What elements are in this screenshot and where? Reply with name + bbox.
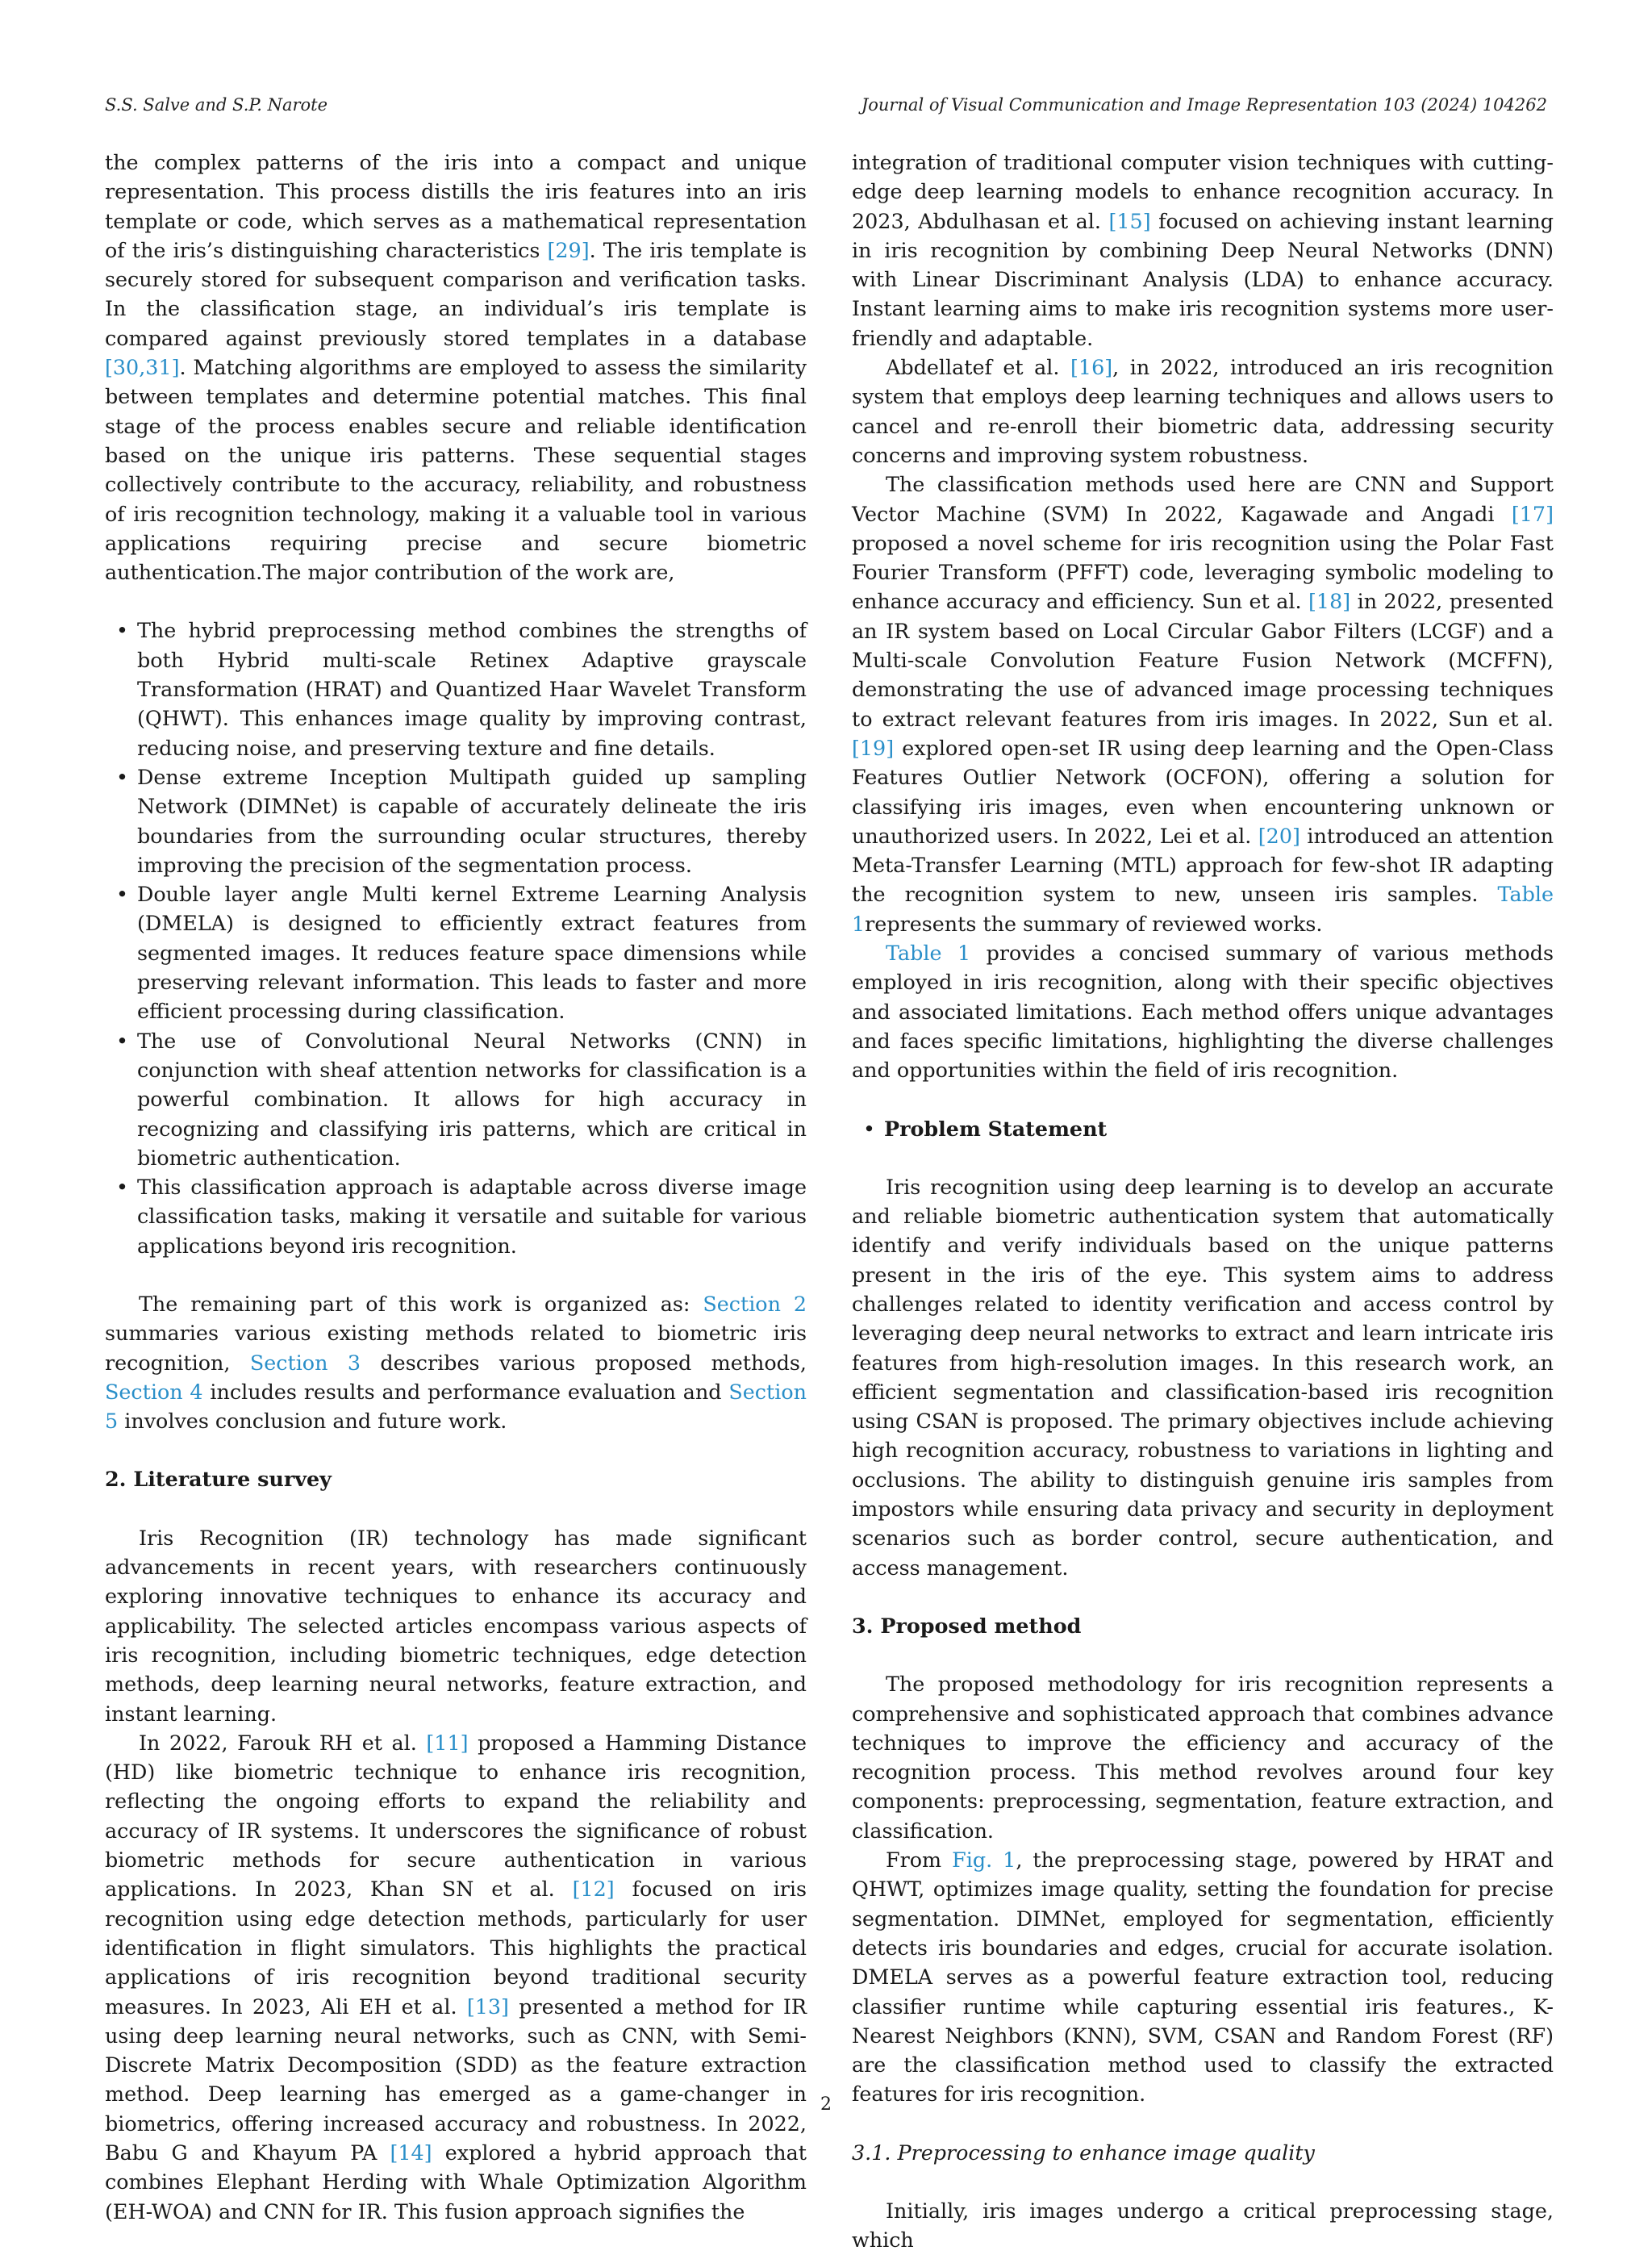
section-link[interactable]: Section 2 — [703, 1291, 807, 1316]
table-link[interactable]: Table 1 — [852, 882, 1554, 936]
contribution-item: • Double layer angle Multi kernel Extreme Learning Analysis (DMELA) is designed to efficiently extract features from segmented images. It reduces feature space dimensions while preserving relevant information. This leads to faster and more efficient processing during classification. — [137, 879, 807, 1025]
citation-link[interactable]: [11] — [426, 1730, 469, 1755]
citation-link[interactable]: [19] — [852, 735, 895, 760]
citation-link[interactable]: [15] — [1108, 208, 1151, 233]
citation-link[interactable]: [16] — [1070, 355, 1113, 380]
paragraph-literature-continued: integration of traditional computer vision techniques with cutting-edge deep learning models to enhance recognition accuracy. In 2023, Abdulhasan et al. [15] focused on achieving instant learning in iris recognition by combining Deep Neural Networks (DNN) with Linear Discriminant Analysis (LDA) to enhance accuracy. Instant learning aims to make iris recognition systems more user-friendly and adaptable. — [852, 150, 1554, 350]
running-header-authors: S.S. Salve and S.P. Narote — [105, 95, 328, 115]
section-heading-proposed-method: 3. Proposed method — [852, 1613, 1082, 1638]
contribution-item: • This classification approach is adaptable across diverse image classification tasks, making it versatile and suitable for various applications beyond iris recognition. — [137, 1172, 807, 1260]
paragraph-table-summary: Table 1 provides a concised summary of various methods employed in iris recognition, along with their specific objectives and associated limitations. Each method offers unique advantages and faces specific limitations, highlighting the diverse challenges and opportunities within the field of iris recognition. — [852, 941, 1554, 1083]
paragraph-abdellatef: Abdellatef et al. [16], in 2022, introduced an iris recognition system that employs deep learning techniques and allows users to cancel and re-enroll their biometric data, addressing security concerns and improving system robustness. — [852, 355, 1554, 467]
paragraph-proposed-stages: From Fig. 1, the preprocessing stage, powered by HRAT and QHWT, optimizes image quality, setting the foundation for precise segmentation. DIMNet, employed for segmentation, efficiently detects iris boundaries and edges, crucial for accurate isolation. DMELA serves as a powerful feature extraction tool, reducing classifier runtime while capturing essential iris features., K-Nearest Neighbors (KNN), SVM, CSAN and Random Forest (RF) are the classification method used to classify the extracted features for iris recognition. — [852, 1848, 1554, 2107]
paragraph-literature-review: In 2022, Farouk RH et al. [11] proposed a Hamming Distance (HD) like biometric technique to enhance iris recognition, reflecting the ongoing efforts to expand the reliability and accuracy of IR systems. It underscores the significance of robust biometric methods for secure authentication in various applications. In 2023, Khan SN et al. [12] focused on iris recognition using edge detection methods, particularly for user identification in flight simulators. This highlights the practical applications of iris recognition beyond traditional security measures. In 2023, Ali EH et al. [13] presented a method for IR using deep learning neural networks, such as CNN, with Semi-Discrete Matrix Decomposition (SDD) as the feature extraction method. Deep learning has emerged as a game-changer in biometrics, offering increased accuracy and robustness. In 2022, Babu G and Khayum PA [14] explored a hybrid approach that combines Elephant Herding with Whale Optimization Algorithm (EH-WOA) and CNN for IR. This fusion approach signifies the — [105, 1730, 807, 2224]
citation-link[interactable]: [17] — [1511, 501, 1554, 526]
paragraph-proposed-overview: The proposed methodology for iris recognition represents a comprehensive and sophisticated approach that combines advance techniques to improve the efficiency and accuracy of the recognition process. This method revolves around four key components: preprocessing, segmentation, feature extraction, and classification. — [852, 1672, 1554, 1843]
paragraph-classification-methods: The classification methods used here are CNN and Support Vector Machine (SVM) In 2022, Kagawade and Angadi [17] proposed a novel scheme for iris recognition using the Polar Fast Fourier Transform (PFFT) code, leveraging symbolic modeling to enhance accuracy and efficiency. Sun et al. [18] in 2022, presented an IR system based on Local Circular Gabor Filters (LCGF) and a Multi-scale Convolution Feature Fusion Network (MCFFN), demonstrating the use of advanced image processing techniques to extract relevant features from iris images. In 2022, Sun et al. [19] explored open-set IR using deep learning and the Open-Class Features Outlier Network (OCFON), offering a solution for classifying iris images, even when encountering unknown or unauthorized users. In 2022, Lei et al. [20] introduced an attention Meta-Transfer Learning (MTL) approach for few-shot IR adapting the recognition system to new, unseen iris samples. Table 1represents the summary of reviewed works. — [852, 472, 1554, 936]
citation-link[interactable]: [18] — [1308, 589, 1351, 614]
contribution-item: • Dense extreme Inception Multipath guided up sampling Network (DIMNet) is capable of accurately delineate the iris boundaries from the surrounding ocular structures, thereby improving the precision of the segmentation process. — [137, 762, 807, 879]
subsection-heading-preprocessing: 3.1. Preprocessing to enhance image quality — [852, 2140, 1315, 2165]
section-heading-literature-survey: 2. Literature survey — [105, 1467, 332, 1492]
left-column — [105, 148, 807, 2226]
paragraph-preprocessing: Initially, iris images undergo a critical preprocessing stage, which — [852, 2199, 1554, 2253]
paragraph-template-intro: the complex patterns of the iris into a compact and unique representation. This process distills the iris features into an iris template or code, which serves as a mathematical representation of the iris’s distinguishing characteristics [29]. The iris template is securely stored for subsequent comparison and verification tasks. In the classification stage, an individual’s iris template is compared against previously stored templates in a database [30,31]. Matching algorithms are employed to assess the similarity between templates and determine potential matches. This final stage of the process enables secure and reliable identification based on the unique iris patterns. These sequential stages collectively contribute to the accuracy, reliability, and robustness of iris recognition technology, making it a valuable tool in various applications requiring precise and secure biometric authentication.The major contribution of the work are, — [105, 150, 807, 585]
paragraph-organization: The remaining part of this work is organized as: Section 2 summaries various existing methods related to biometric iris recognition, Section 3 describes various proposed methods, Section 4 includes results and performance evaluation and Section 5 involves conclusion and future work. — [105, 1291, 807, 1434]
paragraph-problem-statement: Iris recognition using deep learning is to develop an accurate and reliable biometric authentication system that automatically identify and verify individuals based on the unique patterns present in the iris of the eye. This system aims to address challenges related to identity verification and access control by leveraging deep neural networks to extract and learn intricate iris features from high-resolution images. In this research work, an efficient segmentation and classification-based iris recognition using CSAN is proposed. The primary objectives include achieving high recognition accuracy, robustness to variations in lighting and occlusions. The ability to distinguish genuine iris samples from impostors while ensuring data privacy and security in deployment scenarios such as border control, secure authentication, and access management. — [852, 1174, 1554, 1580]
contribution-item: • The hybrid preprocessing method combines the strengths of both Hybrid multi-scale Retinex Adaptive grayscale Transformation (HRAT) and Quantized Haar Wavelet Transform (QHWT). This enhances image quality by improving contrast, reducing noise, and preserving texture and fine details. — [137, 616, 807, 762]
section-link[interactable]: Section 4 — [105, 1379, 203, 1404]
citation-link[interactable]: [20] — [1258, 823, 1300, 848]
figure-link[interactable]: Fig. 1 — [952, 1848, 1016, 1873]
citation-link[interactable]: [13] — [466, 1994, 509, 2019]
citation-link[interactable]: [30,31] — [105, 355, 180, 380]
section-link[interactable]: Section 3 — [249, 1350, 361, 1375]
table-link[interactable]: Table 1 — [886, 941, 971, 966]
right-column — [852, 148, 1554, 2255]
citation-link[interactable]: [14] — [390, 2140, 432, 2165]
paragraph-literature-intro: Iris Recognition (IR) technology has made significant advancements in recent years, with researchers continuously exploring innovative techniques to enhance its accuracy and applicability. The selected articles encompass various aspects of iris recognition, including biometric techniques, edge detection methods, deep learning neural networks, feature extraction, and instant learning. — [105, 1525, 807, 1726]
section-link[interactable]: Section 5 — [105, 1379, 807, 1434]
problem-statement-heading: • Problem Statement — [852, 1114, 1554, 1143]
contribution-item: • The use of Convolutional Neural Networks (CNN) in conjunction with sheaf attention networks for classification is a powerful combination. It allows for high accuracy in recognizing and classifying iris patterns, which are critical in biometric authentication. — [137, 1026, 807, 1172]
contribution-list — [105, 616, 807, 1260]
citation-link[interactable]: [29] — [547, 237, 590, 262]
running-header-journal: Journal of Visual Communication and Image Representation 103 (2024) 104262 — [861, 95, 1547, 115]
citation-link[interactable]: [12] — [572, 1877, 615, 1902]
page-number: 2 — [820, 2094, 832, 2115]
